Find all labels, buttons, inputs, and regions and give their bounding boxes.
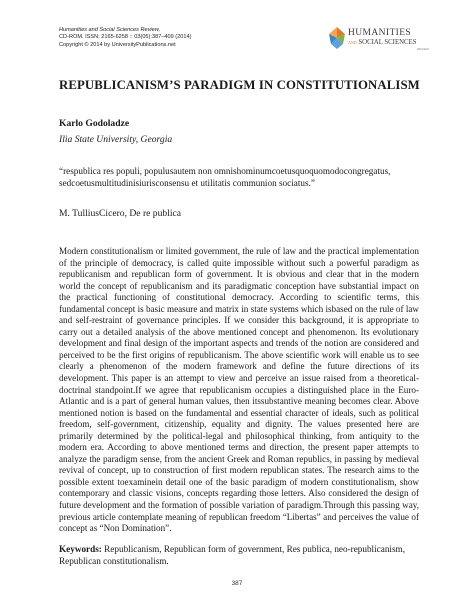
- journal-logo: [327, 26, 431, 52]
- logo-text-social: SOCIAL SCIENCES: [358, 39, 417, 46]
- epigraph-source: M. TulliusCicero, De re publica: [59, 208, 182, 219]
- keywords: [59, 544, 419, 568]
- author-affiliation: Ilia State University, Georgia: [59, 134, 173, 145]
- keywords-label: Keywords:: [59, 544, 102, 554]
- logo-text-and: AND: [348, 40, 357, 45]
- keywords-list: Republicanism, Republican form of government, Res publica, neo-republicanism, Republican constitutionalism.: [59, 544, 405, 566]
- journal-copyright: Copyright © 2014 by UniversityPublications.net: [59, 41, 176, 48]
- abstract-text: Modern constitutionalism or limited government, the rule of law and the practical implementation of the principle of democracy, is called quite impossible without such a powerful paradigm as republicanism and republican form of government. It is obvious and clear that in the modern world the concept of republicanism and its paradigmatic conception have substantial impact on the practical functioning of constitutional democracy. According to scientific terms, this fundamental concept is basic measure and matrix in state systems which isbased on the rule of law and self-restraint of governance principles. If we consider this background, it is appropriate to carry out a detailed analysis of the above mentioned concept and phenomenon. Its evolutionary development and final design of the important aspects and trends of the notion are considered and perceived to be the first origins of republicanism. The above scientific work will enable us to see clearly a phenomenon of the modern framework and define the future directions of its development. This paper is an attempt to view and perceive an issue raised from a theoretical-doctrinal standpoint.If we agree that republicanism occupies a distinguished place in the Euro-Atlantic and is a part of general human values, then itssubstantive meaning becomes clear. Above mentioned notion is based on the fundamental and essential character of ideals, such as political freedom, self-government, citizenship, equality and dignity. The values presented here are primarily determined by the political-legal and philosophical thinking, from antiquity to the modern era. According to above mentioned terms and direction, the present paper attempts to analyze the paradigm sense, from the ancient Greek and Roman republics, in passing by medieval revival of concept, up to construction of first modern republican states. The research aims to the possible extent toexaminein detail one of the basic paradigm of modern constitutionalism, show contemporary and classic visions, concepts regarding those letters. Also considered the design of future development and the formation of possible variation of paradigm.Through this passing way, previous article contemplate meaning of republican freedom “Libertas” and perceives the value of concept as “Non Domination”.: [59, 246, 419, 534]
- author-name: Karlo Godoladze: [59, 118, 130, 129]
- journal-name: Humanities and Social Sciences Review,: [59, 27, 161, 33]
- logo-emblem-icon: [327, 26, 347, 50]
- page-number: 387: [231, 580, 243, 587]
- logo-text-sub: [348, 39, 416, 46]
- paper-title: REPUBLICANISM’S PARADIGM IN CONSTITUTIONALISM: [59, 78, 420, 92]
- logo-text-main: HUMANITIES: [348, 28, 412, 38]
- logo-text-small: REVIEW: [417, 47, 429, 51]
- epigraph-quote: “respublica res populi, populusautem non omnishominumcoetusquoquomodocongregatus, sedcoetusmultitudinisiurisconsensu et utilitatis communion sociatus.”: [59, 166, 391, 188]
- journal-header: [59, 27, 191, 49]
- journal-issn: CD-ROM. ISSN: 2165-6258 :: 03(05):387–409 (2014): [59, 34, 192, 41]
